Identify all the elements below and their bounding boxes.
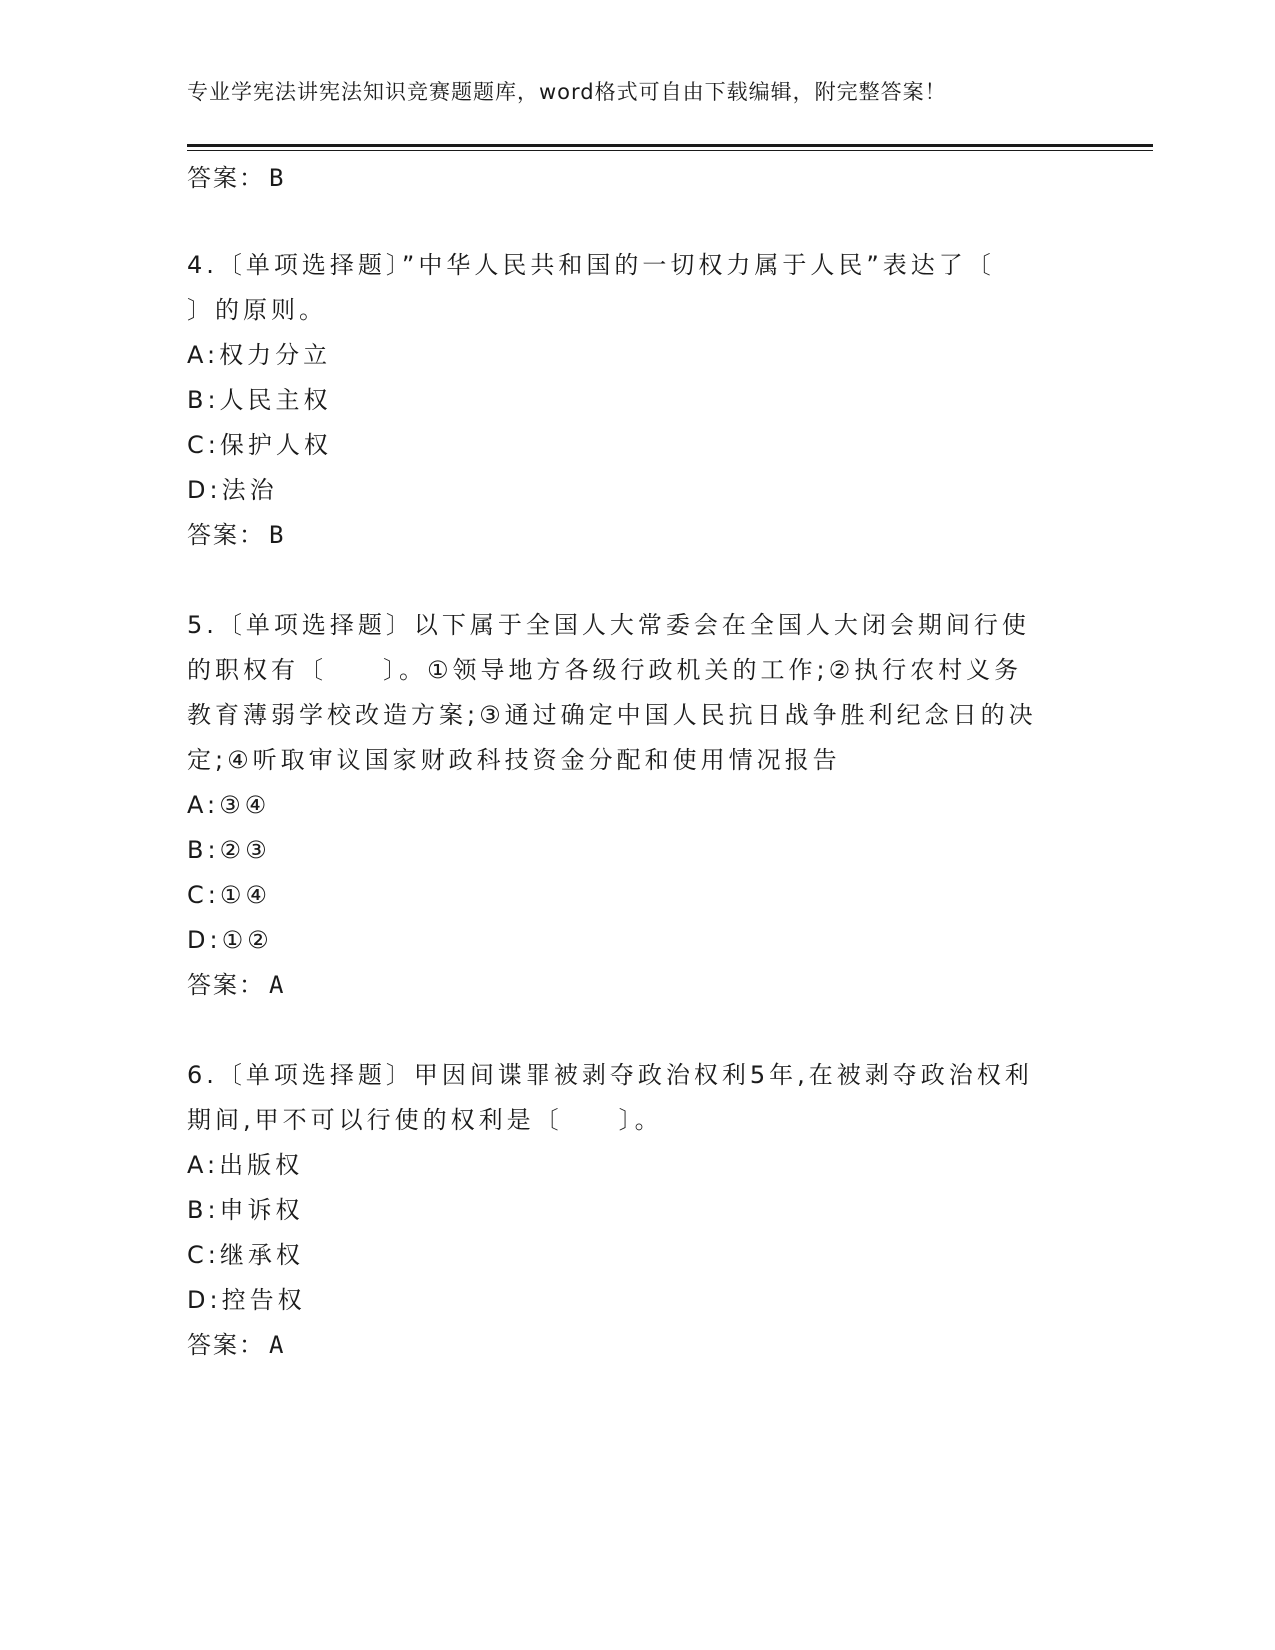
answer-line — [187, 158, 285, 198]
header-rule — [187, 144, 1153, 147]
answer-value: B — [269, 164, 286, 192]
question-5-option-a: A:③④ — [187, 791, 271, 819]
question-6-option-d: D:控告权 — [187, 1286, 306, 1314]
question-5-line-2: 的职权有〔 〕。①领导地方各级行政机关的工作;②执行农村义务 — [187, 656, 1023, 684]
answer-value: B — [269, 521, 286, 549]
question-5-option-b: B:②③ — [187, 836, 271, 864]
question-4-option-a: A:权力分立 — [187, 341, 332, 369]
question-4-option-b: B:人民主权 — [187, 386, 332, 414]
question-6-answer — [187, 1325, 285, 1365]
page-header: 专业学宪法讲宪法知识竞赛题题库，word格式可自由下载编辑，附完整答案！ — [187, 80, 947, 104]
question-5-answer — [187, 965, 285, 1005]
answer-label: 答案： — [187, 1331, 265, 1359]
question-5-line-3: 教育薄弱学校改造方案;③通过确定中国人民抗日战争胜利纪念日的决 — [187, 701, 1037, 729]
question-6-line-2: 期间,甲不可以行使的权利是〔 〕。 — [187, 1106, 663, 1134]
question-6-option-a: A:出版权 — [187, 1151, 304, 1179]
answer-label: 答案： — [187, 164, 265, 192]
question-6-option-c: C:继承权 — [187, 1241, 304, 1269]
question-5-option-d: D:①② — [187, 926, 273, 954]
answer-label: 答案： — [187, 971, 265, 999]
answer-value: A — [269, 971, 286, 999]
question-6-line-1: 6.〔单项选择题〕甲因间谍罪被剥夺政治权利5年,在被剥夺政治权利 — [187, 1061, 1033, 1089]
question-4-line-1: 4.〔单项选择题〕”中华人民共和国的一切权力属于人民”表达了〔 — [187, 251, 995, 279]
question-4-line-2: 〕的原则。 — [187, 296, 327, 324]
header-rule-thin — [187, 150, 1153, 151]
question-4-option-d: D:法治 — [187, 476, 278, 504]
answer-value: A — [269, 1331, 286, 1359]
question-4-option-c: C:保护人权 — [187, 431, 332, 459]
answer-label: 答案： — [187, 521, 265, 549]
question-5-line-1: 5.〔单项选择题〕以下属于全国人大常委会在全国人大闭会期间行使 — [187, 611, 1030, 639]
question-5-line-4: 定;④听取审议国家财政科技资金分配和使用情况报告 — [187, 746, 841, 774]
question-6-option-b: B:申诉权 — [187, 1196, 304, 1224]
question-5-option-c: C:①④ — [187, 881, 271, 909]
question-4-answer — [187, 515, 285, 555]
